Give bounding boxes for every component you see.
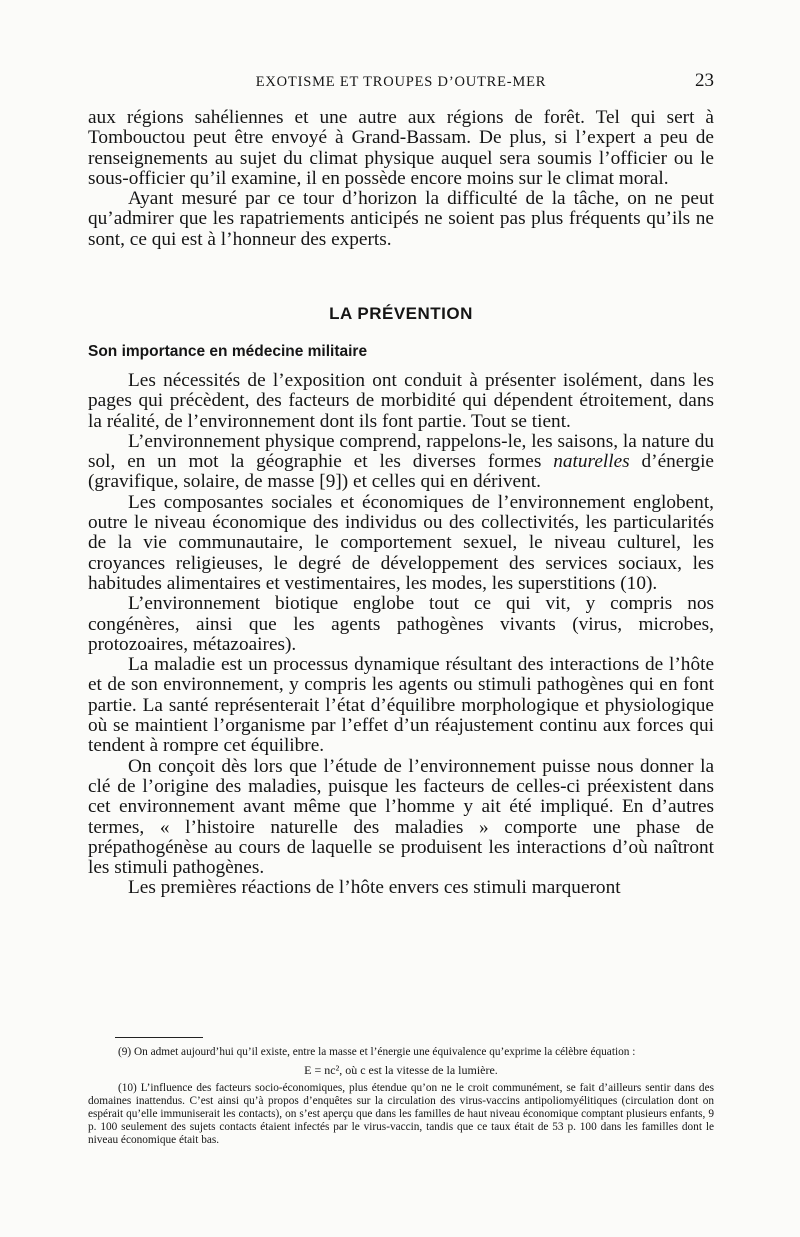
intro-text [88,108,714,250]
paragraph: L’environnement biotique englobe tout ce qui vit, y compris nos congénères, ainsi que les agents pathogènes vivants (virus, microbes, protozoaires, métazoaires). [88,593,714,655]
paragraph: La maladie est un processus dynamique résultant des interactions de l’hôte et de son environnement, y compris les agents ou stimuli pathogènes qui en font partie. La santé représenterait l’état d’équilibre morphologique et physiologique où se maintient l’organisme par l’effet d’un réajustement continu aux forces qui tendent à rompre cet équilibre. [88,654,714,757]
subsection-title: Son importance en médecine militaire [88,343,368,360]
italic-term: naturelles [553,451,630,473]
body-text [88,371,714,899]
section-title: LA PRÉVENTION [329,304,473,323]
paragraph: Ayant mesuré par ce tour d’horizon la difficulté de la tâche, on ne peut qu’admirer que les rapatriements anticipés ne soient pas plus fréquents qu’ils ne sont, ce qui est à l’honneur des experts. [88,188,714,250]
paragraph [88,432,714,493]
footnote-9: (9) On admet aujourd’hui qu’il existe, entre la masse et l’énergie une équivalence qu’exprime la célèbre équation : [118,1046,636,1058]
footnote-10: (10) L’influence des facteurs socio-économiques, plus étendue qu’on ne le croit communément, se fait d’ailleurs sentir dans des domaines inattendus. C’est ainsi qu’à propos d’enquêtes sur la circulation des virus-vaccins antipoliomyélitiques (circulation dont on espérait qu’elle immuniserait les contacts), on s’est aperçu que dans les familles de haut niveau économique comptant plusieurs enfants, 9 p. 100 seulement des sujets contacts étaient infectés par le virus-vaccin, tandis que ce taux était de 53 p. 100 dans les familles dont le niveau économique était bas. [88,1082,714,1146]
paragraph: On conçoit dès lors que l’étude de l’environnement puisse nous donner la clé de l’origine des maladies, puisque les facteurs de celles-ci préexistent dans cet environnement avant même que l’homme y ait été impliqué. En d’autres termes, « l’histoire naturelle des maladies » comporte une phase de prépathogénèse au cours de laquelle se produisent les interactions d’où naîtront les stimuli pathogènes. [88,755,714,879]
paragraph: Les nécessités de l’exposition ont conduit à présenter isolément, dans les pages qui précèdent, des facteurs de morbidité qui dépendent étroitement, dans la réalité, de l’environnement dont ils font partie. Tout se tient. [88,370,714,432]
text-span: L’environnement physique comprend, rappelons-le, les saisons, la nature du sol, en un mot la géographie et les diverses formes [88,430,714,473]
footnote-formula: E = nc², où c est la vitesse de la lumière. [304,1063,498,1077]
text-span: d’énergie (gravifique, solaire, de masse [9]) et celles qui en dérivent. [88,451,714,493]
paragraph: aux régions sahéliennes et une autre aux régions de forêt. Tel qui sert à Tombouctou peut être envoyé à Grand-Bassam. De plus, si l’expert a peu de renseignements au sujet du climat physique auquel sera soumis l’officier ou le sous-officier qu’il examine, il en possède encore moins sur le climat moral. [88,107,714,189]
paragraph: Les premières réactions de l’hôte envers ces stimuli marqueront [128,877,621,899]
paragraph: Les composantes sociales et économiques de l’environnement englobent, outre le niveau économique des individus ou des collectivités, les particularités de la vie communautaire, le comportement sexuel, le niveau culturel, les croyances religieuses, le degré de développement des services sociaux, les habitudes alimentaires et vestimentaires, les modes, les superstitions (10). [88,491,714,594]
page-number: 23 [695,70,714,91]
footnotes [88,1046,714,1147]
running-title: EXOTISME ET TROUPES D’OUTRE-MER [255,74,547,90]
footnote-divider [115,1037,203,1038]
page-header [88,70,714,94]
